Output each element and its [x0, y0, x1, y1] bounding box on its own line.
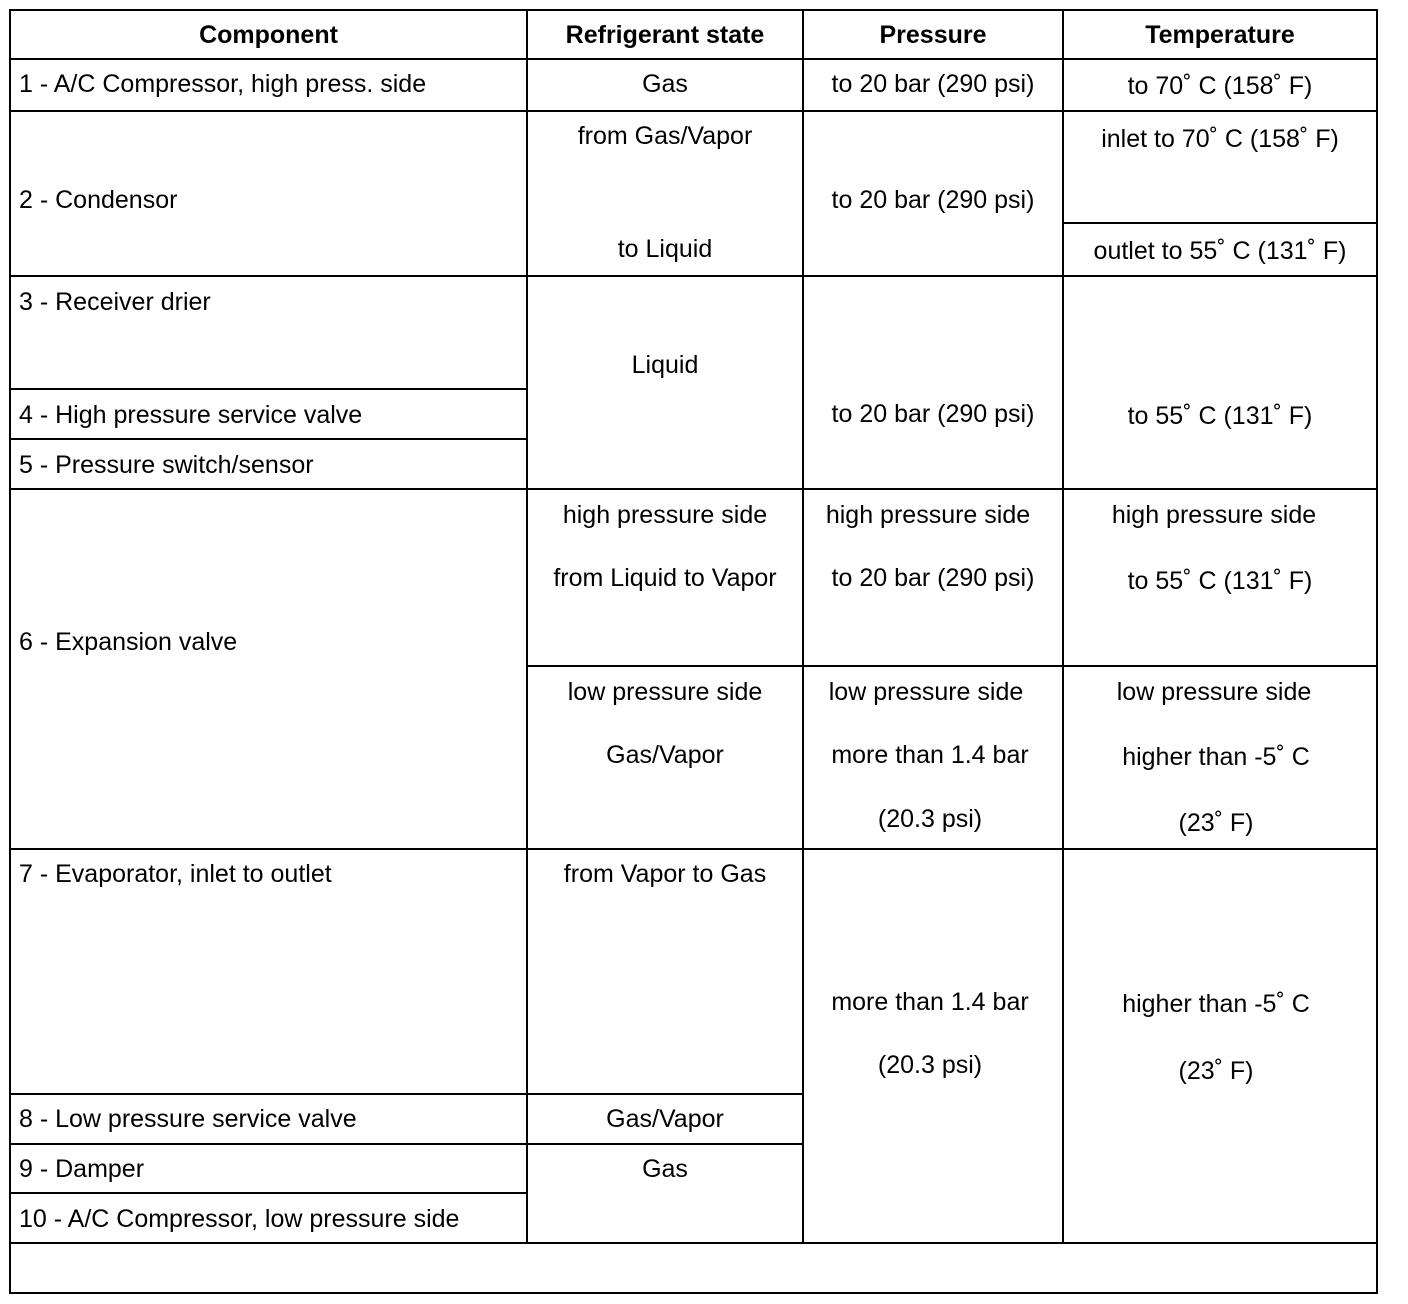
state-cell: from Vapor to Gas [563, 860, 767, 888]
component-cell: 4 - High pressure service valve [19, 401, 363, 429]
header-component: Component [199, 21, 338, 49]
row-divider [9, 388, 528, 390]
row-divider [9, 110, 1378, 112]
state-cell: low pressure side [567, 678, 763, 706]
component-cell: 9 - Damper [19, 1155, 145, 1183]
pressure-cell: low pressure side [828, 678, 1024, 706]
row-divider [9, 1192, 528, 1194]
header-divider [9, 58, 1378, 60]
state-cell: from Gas/Vapor [577, 122, 753, 150]
state-cell: Gas [642, 1155, 688, 1183]
pressure-cell: more than 1.4 bar [831, 741, 1029, 769]
row-divider [9, 1242, 1378, 1244]
component-cell: 6 - Expansion valve [19, 628, 238, 656]
pressure-cell: to 20 bar (290 psi) [831, 564, 1035, 592]
header-temperature: Temperature [1145, 21, 1295, 49]
state-cell: Gas [642, 70, 688, 98]
row-divider [9, 488, 1378, 490]
temperature-cell: (23˚ F) [1178, 809, 1254, 837]
table-border-top [9, 9, 1378, 11]
row-divider [1063, 222, 1378, 224]
state-cell: high pressure side [562, 501, 768, 529]
component-cell: 8 - Low pressure service valve [19, 1105, 357, 1133]
temperature-cell: to 55˚ C (131˚ F) [1127, 567, 1313, 595]
component-cell: 10 - A/C Compressor, low pressure side [19, 1205, 460, 1233]
component-cell: 5 - Pressure switch/sensor [19, 451, 314, 479]
component-cell: 1 - A/C Compressor, high press. side [19, 70, 427, 98]
pressure-cell: to 20 bar (290 psi) [831, 400, 1035, 428]
row-divider [9, 275, 1378, 277]
row-divider [527, 665, 1378, 667]
pressure-cell: more than 1.4 bar [831, 988, 1029, 1016]
row-divider [9, 848, 1378, 850]
pressure-cell: high pressure side [825, 501, 1031, 529]
component-cell: 3 - Receiver drier [19, 288, 211, 316]
temperature-cell: to 55˚ C (131˚ F) [1127, 402, 1313, 430]
column-divider [526, 9, 528, 1244]
header-refrigerant-state: Refrigerant state [565, 21, 765, 49]
table-border-left [9, 9, 11, 1294]
temperature-cell: to 70˚ C (158˚ F) [1127, 72, 1313, 100]
temperature-cell: inlet to 70˚ C (158˚ F) [1101, 125, 1339, 153]
temperature-cell: higher than -5˚ C [1122, 743, 1310, 771]
state-cell: Liquid [631, 351, 699, 379]
temperature-cell: high pressure side [1111, 501, 1317, 529]
state-cell: from Liquid to Vapor [553, 564, 777, 592]
header-pressure: Pressure [879, 21, 987, 49]
state-cell: Gas/Vapor [606, 741, 724, 769]
row-divider [9, 438, 528, 440]
pressure-cell: (20.3 psi) [877, 805, 983, 833]
component-cell: 7 - Evaporator, inlet to outlet [19, 860, 332, 888]
temperature-cell: (23˚ F) [1178, 1057, 1254, 1085]
state-cell: Gas/Vapor [606, 1105, 724, 1133]
pressure-cell: to 20 bar (290 psi) [831, 70, 1035, 98]
temperature-cell: outlet to 55˚ C (131˚ F) [1093, 237, 1347, 265]
state-cell: to Liquid [617, 235, 713, 263]
row-divider [9, 1093, 804, 1095]
component-cell: 2 - Condensor [19, 186, 178, 214]
table-border-bottom [9, 1292, 1378, 1294]
table-border-right [1376, 9, 1378, 1294]
pressure-cell: to 20 bar (290 psi) [831, 186, 1035, 214]
temperature-cell: low pressure side [1116, 678, 1312, 706]
row-divider [9, 1143, 804, 1145]
pressure-cell: (20.3 psi) [877, 1051, 983, 1079]
temperature-cell: higher than -5˚ C [1122, 990, 1310, 1018]
